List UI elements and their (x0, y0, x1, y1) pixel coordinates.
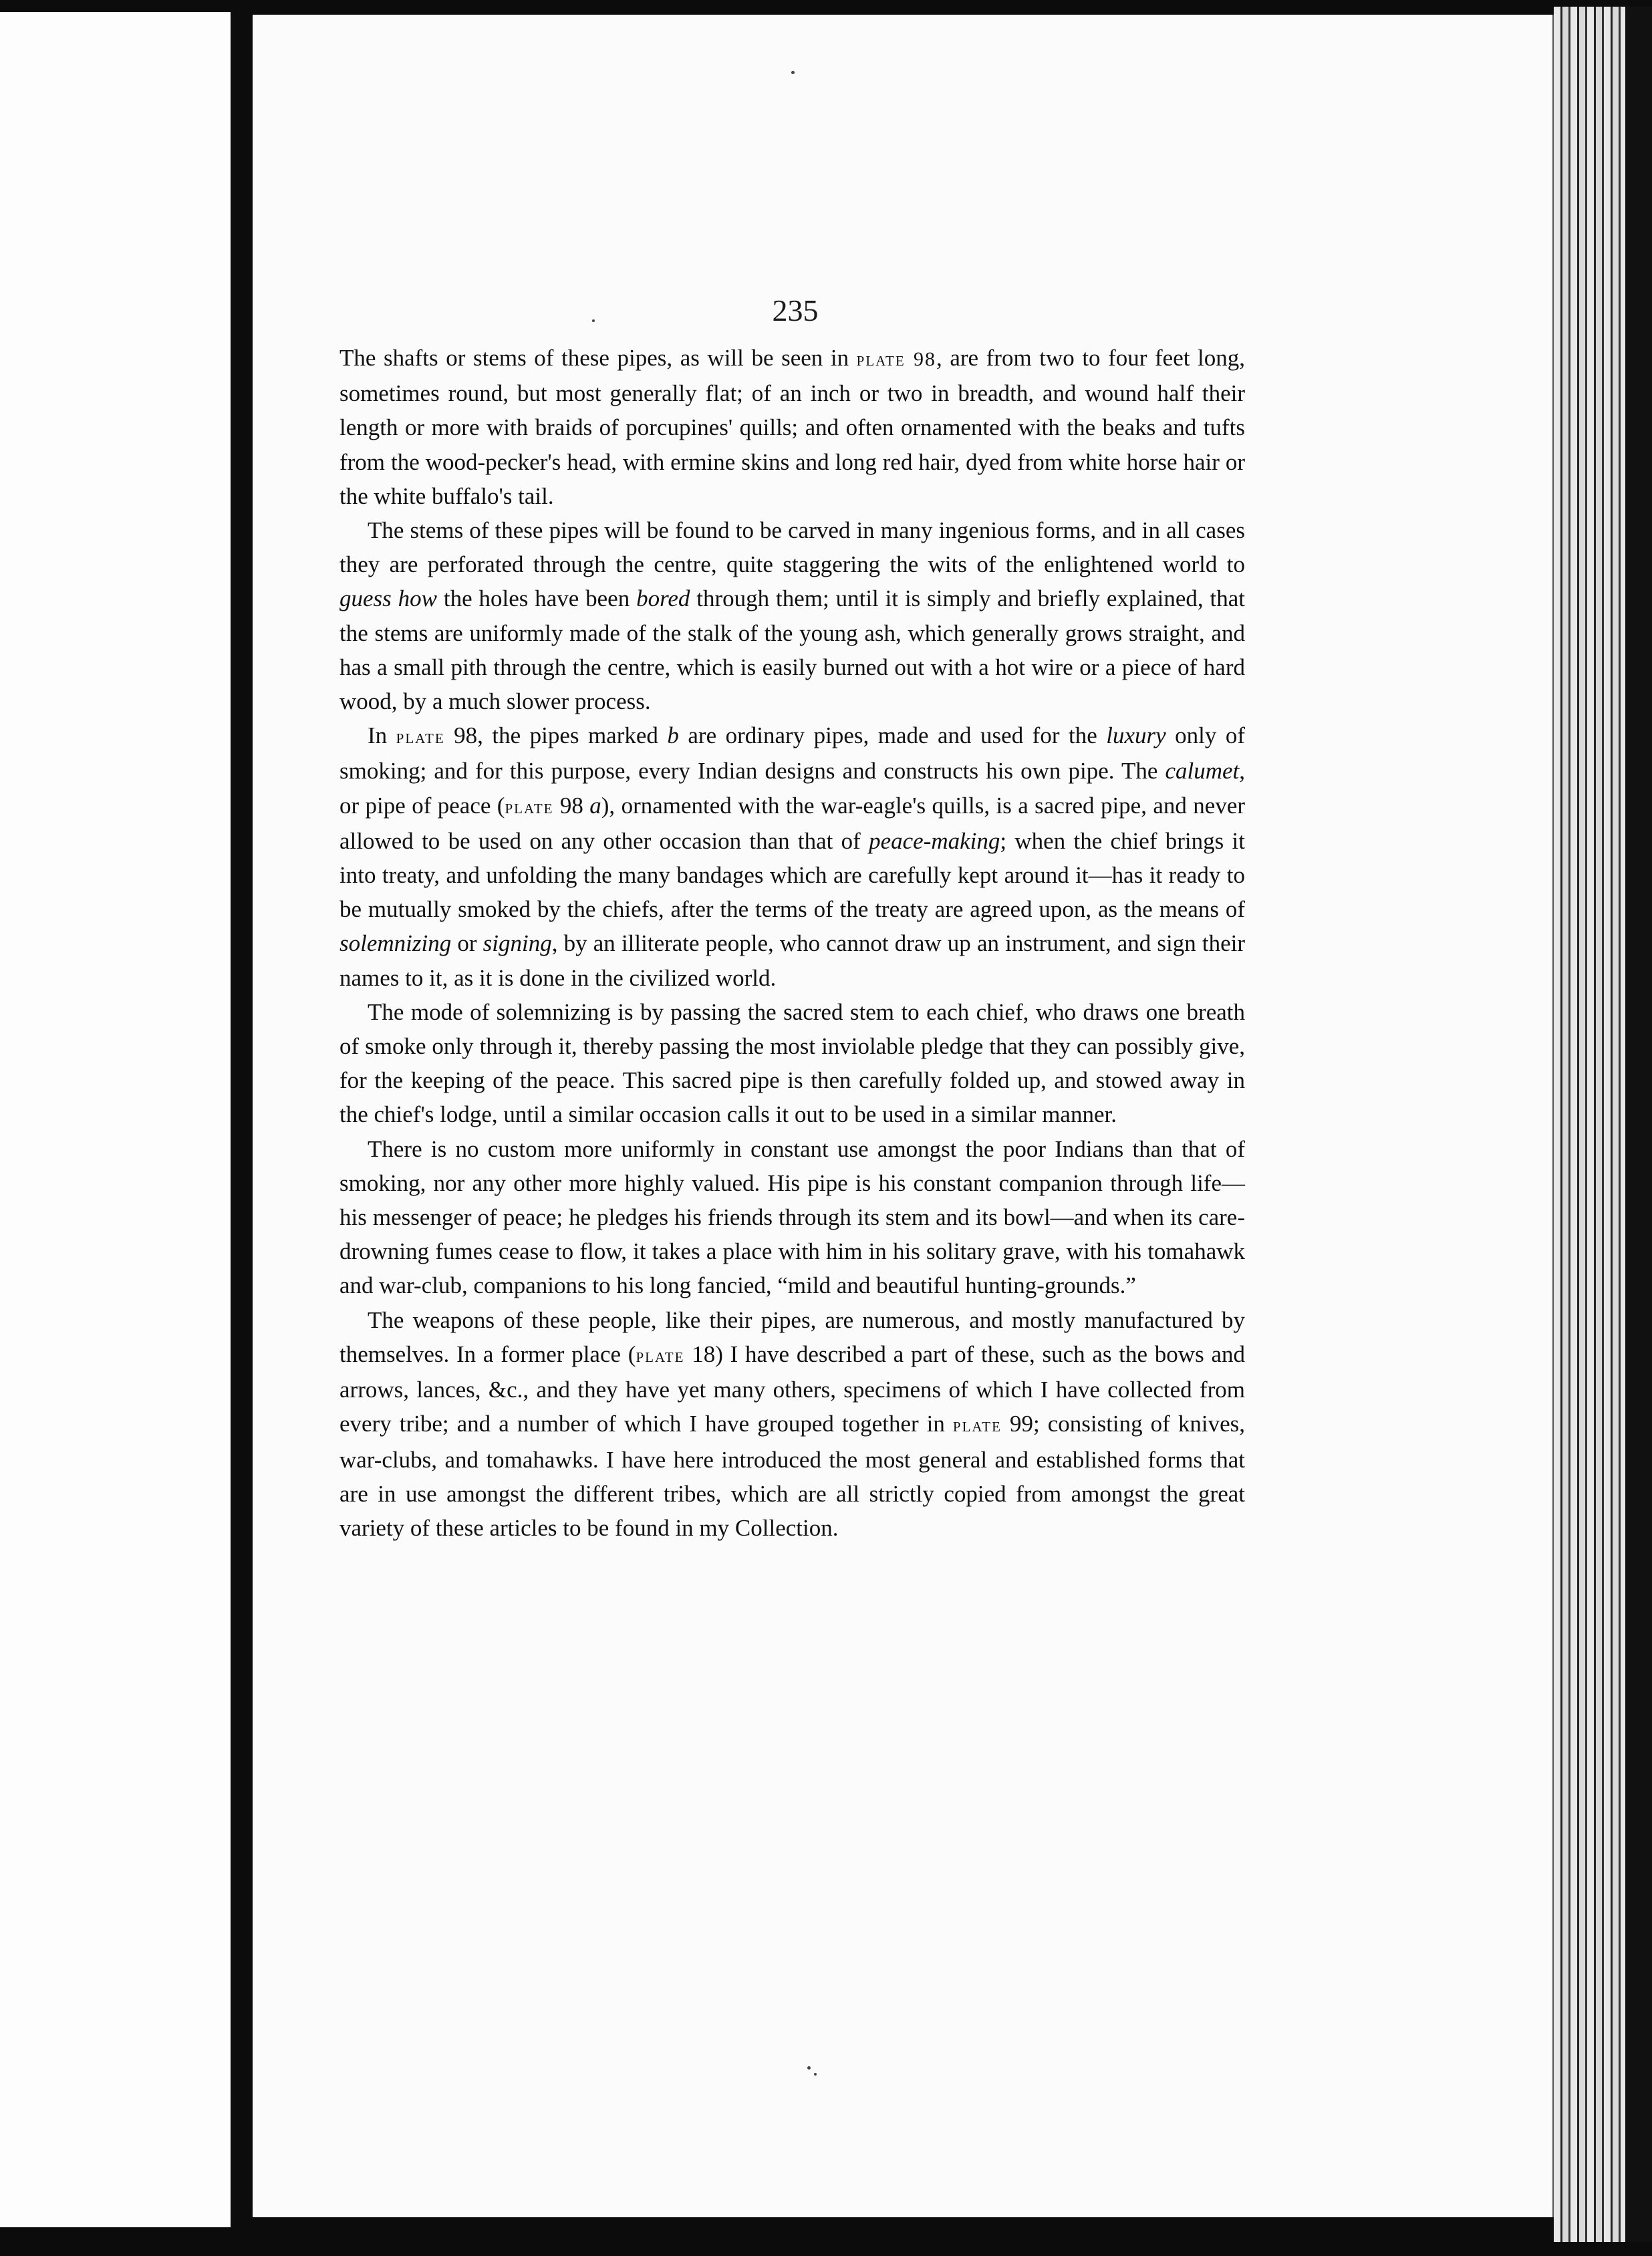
page-mark (807, 2066, 811, 2070)
text-run: through them; until it is simply and briefly explained, that the stems are uniformly made of the stalk of the young ash, which generally grows straight, and has a small pith through the centre, which is easily burned out with a hot wire or a piece of hard wood, by a much slower process. (339, 585, 1245, 715)
plate-reference: plate (505, 795, 554, 818)
text-run: the holes have been (436, 585, 637, 612)
plate-reference: plate (952, 1414, 1002, 1437)
text-run: The stems of these pipes will be found to be carved in many ingenious forms, and in all cases they are perforated through the centre, quite staggering the wits of the enlightened world to (339, 517, 1245, 578)
italic-text: guess how (339, 585, 437, 612)
text-run: The weapons of these people, like their pipes, are numerous, and mostly manufactured by themselves. In a former place ( (339, 1306, 1245, 1367)
plate-reference: plate (636, 1344, 685, 1367)
text-run: In (368, 722, 396, 749)
text-run: , by an illiterate people, who cannot draw up an instrument, and sign their names to it, as it is done in the civilized world. (339, 930, 1246, 991)
page-mark (592, 319, 595, 322)
page-edges (1554, 7, 1652, 2242)
page-mark (814, 2073, 817, 2076)
text-run: are ordinary pipes, made and used for the (678, 722, 1107, 749)
page-mark (791, 71, 795, 74)
text-run: or (451, 930, 483, 957)
paragraph (339, 513, 1245, 718)
paragraph (339, 718, 1245, 995)
binding-shadow (1625, 7, 1652, 2242)
italic-text: b (667, 722, 679, 749)
paragraph (339, 995, 1245, 1132)
paragraph (339, 1132, 1245, 1303)
italic-text: peace-making (869, 827, 1000, 854)
italic-text: luxury (1106, 722, 1166, 749)
page-number: 235 (772, 293, 819, 327)
text-run: 98, the pipes marked (444, 722, 668, 749)
text-run: 98 (553, 792, 590, 819)
left-facing-page (0, 12, 231, 2227)
paragraph (339, 1303, 1245, 1545)
italic-text: calumet (1165, 758, 1240, 785)
text-run: only of smoking; and for this purpose, every Indian designs and constructs his own pipe. The (339, 722, 1245, 785)
text-run: The shafts or stems of these pipes, as will be seen in (339, 345, 857, 371)
text-run: 18) I have described a part of these, such as the bows and arrows, lances, &c., and they have yet many others, specimens of which I have collected from every tribe; and a number of which I have grouped together in (339, 1341, 1245, 1437)
text-run: 99; consisting of knives, war-clubs, and tomahawks. I have here introduced the most general and established forms that are in use amongst the different tribes, which are all strictly copied from amongst the great variety of these articles to be found in my Collection. (339, 1411, 1245, 1541)
paragraph (339, 341, 1245, 513)
text-run: ), ornamented with the war-eagle's quills, is a sacred pipe, and never allowed to be used on any other occasion than that of (339, 792, 1246, 854)
text-run: , are from two to four feet long, sometimes round, but most generally flat; of an inch or two in breadth, and wound half their length or more with braids of porcupines' quills; and often ornamented with the beaks and tufts from the wood-pecker's head, with ermine skins and long red hair, dyed from white horse hair or the white buffalo's tail. (339, 345, 1246, 509)
text-run: The mode of solemnizing is by passing the sacred stem to each chief, who draws one breath of smoke only through it, thereby passing the most inviolable pledge that they can possibly give, for the keeping of the peace. This sacred pipe is then carefully folded up, and stowed away in the chief's lodge, until a similar occasion calls it out to be used in a similar manner. (339, 998, 1245, 1128)
italic-text: a (589, 792, 601, 819)
text-run: There is no custom more uniformly in constant use amongst the poor Indians than that of smoking, nor any other more highly valued. His pipe is his constant companion through life—his messenger of peace; he pledges his friends through its stem and its bowl—and when its care-drowning fumes cease to flow, it takes a place with him in his solitary grave, with his tomahawk and war-club, companions to his long fancied, “mild and beautiful hunting-grounds.” (339, 1135, 1245, 1299)
text-run: ; when the chief brings it into treaty, and unfolding the many bandages which are carefully kept around it—has it ready to be mutually smoked by the chiefs, after the terms of the treaty are agreed upon, as the means of (339, 827, 1245, 923)
body-text (339, 341, 1245, 1545)
italic-text: bored (636, 585, 690, 612)
italic-text: solemnizing (339, 930, 452, 957)
plate-reference: plate 98 (856, 348, 936, 370)
italic-text: signing (483, 930, 552, 957)
text-run: , or pipe of peace ( (339, 758, 1245, 819)
plate-reference: plate (396, 726, 445, 748)
